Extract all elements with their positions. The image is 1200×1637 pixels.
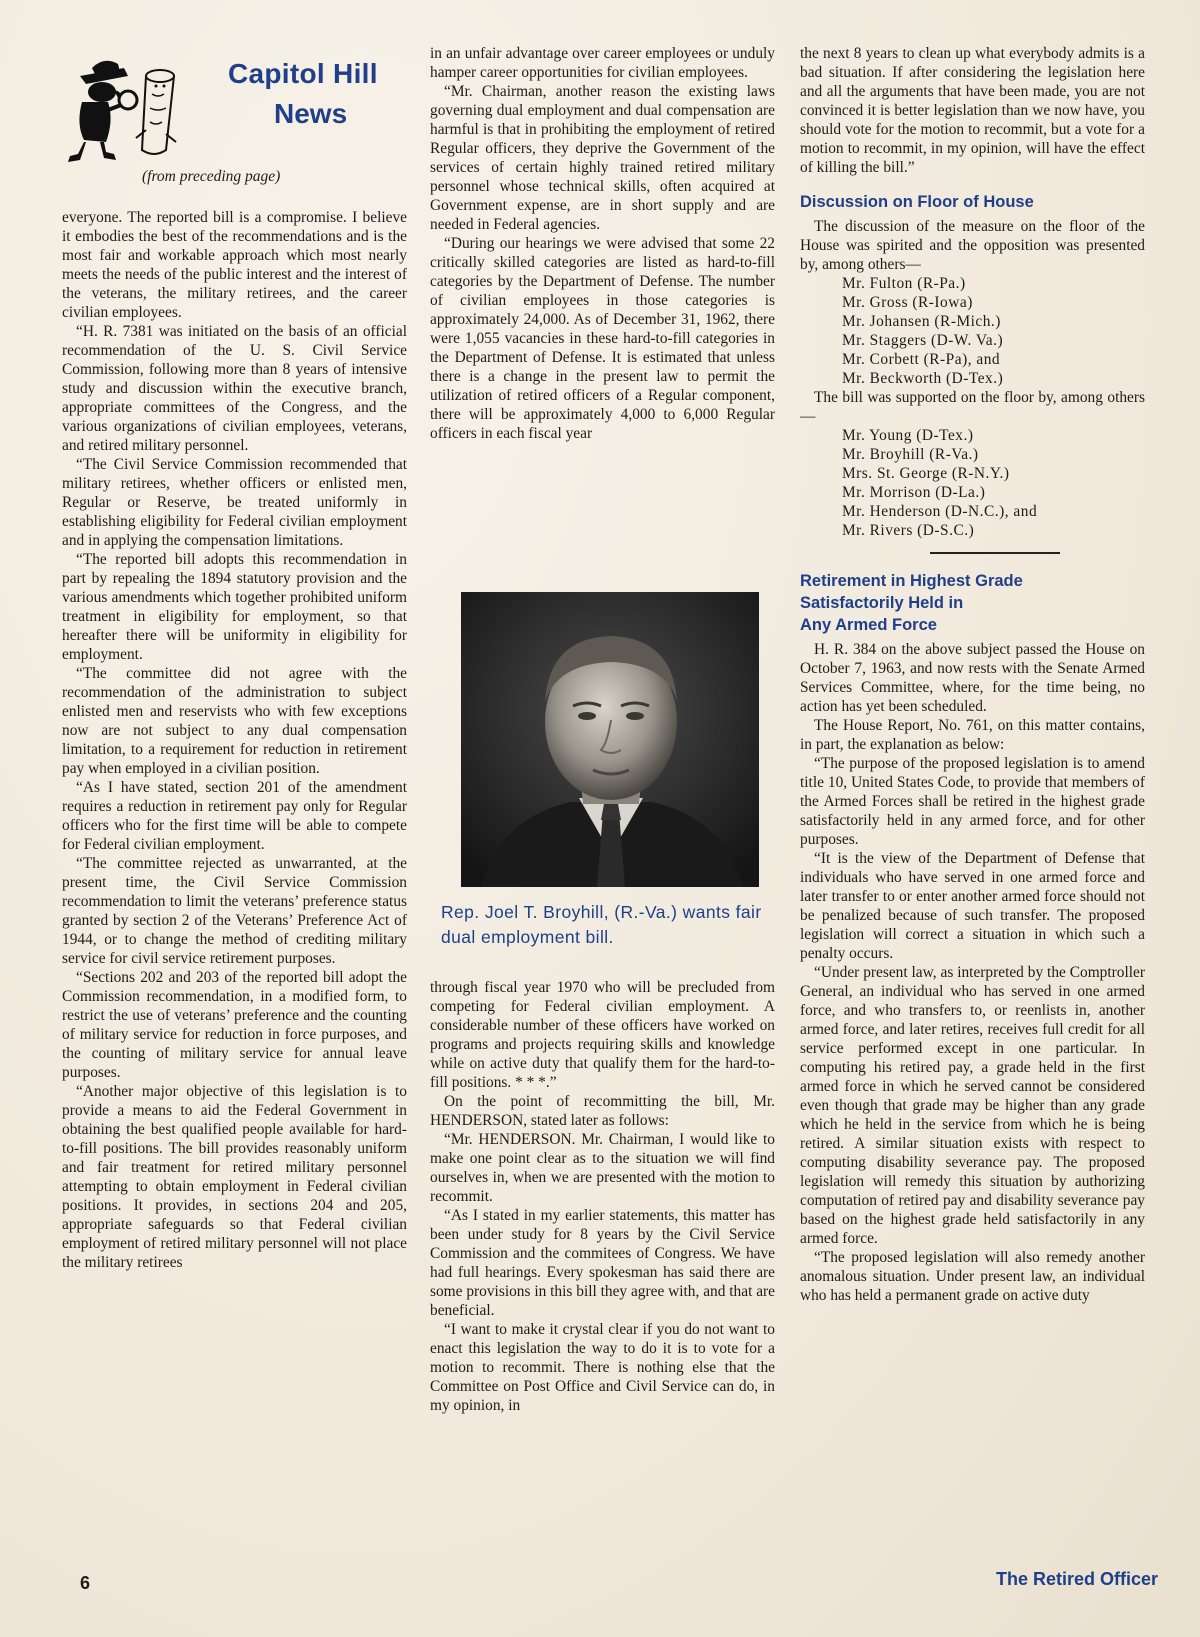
paragraph: in an unfair advantage over career employees or unduly hamper career opportunities for civilian employees. xyxy=(430,45,775,81)
list-item: Mr. Henderson (D-N.C.), and xyxy=(842,503,1038,520)
list-item: Mr. Staggers (D-W. Va.) xyxy=(842,332,1004,349)
paragraph: The House Report, No. 761, on this matter contains, in part, the explanation as below: xyxy=(800,717,1145,753)
paragraph: everyone. The reported bill is a compromise. I believe it embodies the best of the recommendations and is the most fair and workable approach which most nearly meets the needs of the public interest and the interest of the veterans, the military retirees, and the career civilian employees. xyxy=(62,209,407,321)
detective-mascot-icon xyxy=(62,54,197,166)
heading-line: Retirement in Highest Grade xyxy=(800,572,1023,590)
masthead xyxy=(62,40,407,190)
paragraph: “Sections 202 and 203 of the reported bill adopt the Commission recommendation, in a modified form, to restrict the use of veterans’ preference and the counting of military service for reduction in force purposes, and the counting of military service for annual leave purposes. xyxy=(62,969,407,1081)
list-item: Mr. Young (D-Tex.) xyxy=(842,427,974,444)
paragraph: “During our hearings we were advised that some 22 critically skilled categories are listed as hard-to-fill categories by the Department of Defense. The number of civilian employees in those categories is approximately 24,000. As of December 31, 1962, there were 1,055 vacancies in these hard-to-fill categories in the Department of Defense. It is estimated that unless there is a change in the present law to permit the utilization of retired officers of a Regular component, there will be approximately 4,000 to 6,000 Regular officers in each fiscal year xyxy=(430,235,775,442)
paragraph: “Another major objective of this legislation is to provide a means to aid the Federal Government in obtaining the best qualified people available for hard-to-fill positions. The bill provides reasonably uniform and fair treatment for retired military personnel attempting to obtain employment in Federal civilian positions. It provides, in sections 204 and 205, appropriate safeguards so that Federal civilian employment of retired military personnel will not place the military retirees xyxy=(62,1083,407,1271)
paragraph: “As I stated in my earlier statements, this matter has been under study for 8 years by the Civil Service Commission and the commitees of Congress. We have had full hearings. Every spokesman has said there are some provisions in this bill they agree with, and that are beneficial. xyxy=(430,1207,775,1319)
paragraph: “Under present law, as interpreted by the Comptroller General, an individual who has served in one armed force, and who transfers to, or reenlists in, another armed force, and later retires, receives full credit for all service performed except in one particular. In computing his retired pay, a grade held in the first armed force in which he served cannot be considered even though that grade may be higher than any grade which he held in the service from which he is being retired. A similar situation exists with respect to computing disability severance pay. The proposed legislation will remedy this situation by authorizing computation of retired pay and disability severance pay based on the highest grade held satisfactorily in any armed force. xyxy=(800,964,1145,1247)
list-item: Mr. Beckworth (D-Tex.) xyxy=(842,370,1004,387)
list-item: Mrs. St. George (R-N.Y.) xyxy=(842,465,1010,482)
paragraph: The discussion of the measure on the floor of the House was spirited and the opposition was presented by, among others— xyxy=(800,218,1145,273)
paragraph: “As I have stated, section 201 of the amendment requires a reduction in retirement pay only for Regular officers who for the first time will be able to compete for Federal civilian employment. xyxy=(62,779,407,853)
paragraph: The bill was supported on the floor by, among others— xyxy=(800,389,1145,425)
masthead-title-line1: Capitol Hill xyxy=(228,58,378,89)
column-2-top xyxy=(430,44,775,443)
page-number: 6 xyxy=(80,1573,91,1593)
list-item: Mr. Rivers (D-S.C.) xyxy=(842,522,975,539)
paragraph: “It is the view of the Department of Defense that individuals who have served in one armed force and later transfer to or enter another armed force should not be penalized because of such transfer. The proposed legislation will correct a situation in which such a penalty occurs. xyxy=(800,850,1145,962)
paragraph: “The purpose of the proposed legislation is to amend title 10, United States Code, to provide that members of the Armed Forces shall be retired in the highest grade satisfactorily held in any armed force, and for other purposes. xyxy=(800,755,1145,848)
list-item: Mr. Morrison (D-La.) xyxy=(842,484,986,501)
publication-name: The Retired Officer xyxy=(995,1569,1158,1589)
portrait-photo xyxy=(461,592,759,887)
paragraph: “Mr. Chairman, another reason the existing laws governing dual employment and dual compensation are harmful is that in prohibiting the employment of retired Regular officers, they deprive the Government of the services of certain highly trained retired military personnel whose technical skills, often acquired at Government expense, are in short supply and are needed in Federal agencies. xyxy=(430,83,775,233)
masthead-title-line2: News xyxy=(274,98,348,129)
paragraph: through fiscal year 1970 who will be precluded from competing for Federal civilian employment. A considerable number of these officers have worked on programs and projects requiring skills and knowledge while on active duty that qualify them for the hard-to-fill positions. * * *.” xyxy=(430,979,775,1091)
opposition-list xyxy=(800,274,1145,388)
paragraph: “I want to make it crystal clear if you do not want to enact this legislation the way to do it is to vote for a motion to recommit. There is nothing else that the Committee on Post Office and Civil Service can do, in my opinion, in xyxy=(430,1321,775,1414)
list-item: Mr. Johansen (R-Mich.) xyxy=(842,313,1001,330)
paragraph: “H. R. 7381 was initiated on the basis of an official recommendation of the U. S. Civil Service Commission, following more than 8 years of intensive study and discussion within the executive branch, appropriate committees of the Congress, and the various organizations of civilian employees, veterans, and retired military personnel. xyxy=(62,323,407,454)
paragraph: On the point of recommitting the bill, Mr. HENDERSON, stated later as follows: xyxy=(430,1093,775,1129)
list-item: Mr. Gross (R-Iowa) xyxy=(842,294,973,311)
supporters-list xyxy=(800,426,1145,540)
paragraph: “The committee rejected as unwarranted, at the present time, the Civil Service Commission recommendation to limit the veterans’ preference status granted by section 2 of the Veterans’ Preference Act of 1944, or to change the method of crediting military service for civil service retirement purposes. xyxy=(62,855,407,967)
photo-caption: Rep. Joel T. Broyhill, (R.-Va.) wants fair dual employment bill. xyxy=(441,902,762,947)
column-1 xyxy=(62,208,407,1272)
list-item: Mr. Broyhill (R-Va.) xyxy=(842,446,979,463)
paragraph: “The Civil Service Commission recommended that military retirees, whether officers or enlisted men, Regular or Reserve, be treated uniformly in establishing eligibility for Federal civilian employment and in applying the compensation limitations. xyxy=(62,456,407,549)
section-divider xyxy=(930,552,1060,554)
paragraph: “The proposed legislation will also remedy another anomalous situation. Under present law, an individual who has held a permanent grade on active duty xyxy=(800,1249,1145,1304)
paragraph: H. R. 384 on the above subject passed the House on October 7, 1963, and now rests with the Senate Armed Services Committee, where, for the time being, no action has yet been scheduled. xyxy=(800,641,1145,715)
section-heading-retirement xyxy=(800,570,1145,636)
portrait-image xyxy=(461,592,759,887)
column-3 xyxy=(800,44,1145,1305)
heading-line: Satisfactorily Held in xyxy=(800,594,964,612)
section-heading-discussion: Discussion on Floor of House xyxy=(800,193,1034,211)
continued-note: (from preceding page) xyxy=(142,168,281,185)
paragraph: “The reported bill adopts this recommendation in part by repealing the 1894 statutory provision and the various amendments which together prohibited uniform treatment in eligibility for employment, so that hereafter there will be uniformity in eligibility for employment. xyxy=(62,551,407,663)
paragraph: “The committee did not agree with the recommendation of the administration to subject enlisted men and reservists who with few exceptions now are not subject to any dual compensation limitation, to a requirement for reduction in retirement pay when employed in a civilian position. xyxy=(62,665,407,777)
list-item: Mr. Fulton (R-Pa.) xyxy=(842,275,966,292)
paragraph: “Mr. HENDERSON. Mr. Chairman, I would like to make one point clear as to the situation we will find ourselves in, when we are presented with the motion to recommit. xyxy=(430,1131,775,1205)
list-item: Mr. Corbett (R-Pa), and xyxy=(842,351,1001,368)
column-2-bottom xyxy=(430,978,775,1415)
heading-line: Any Armed Force xyxy=(800,616,937,634)
paragraph: the next 8 years to clean up what everybody admits is a bad situation. If after considering the legislation here and all the arguments that have been made, you are not convinced it is better legislation than we now have, you should vote for the motion to recommit, but a vote for a motion to recommit, in my opinion, will have the effect of killing the bill.” xyxy=(800,45,1145,176)
